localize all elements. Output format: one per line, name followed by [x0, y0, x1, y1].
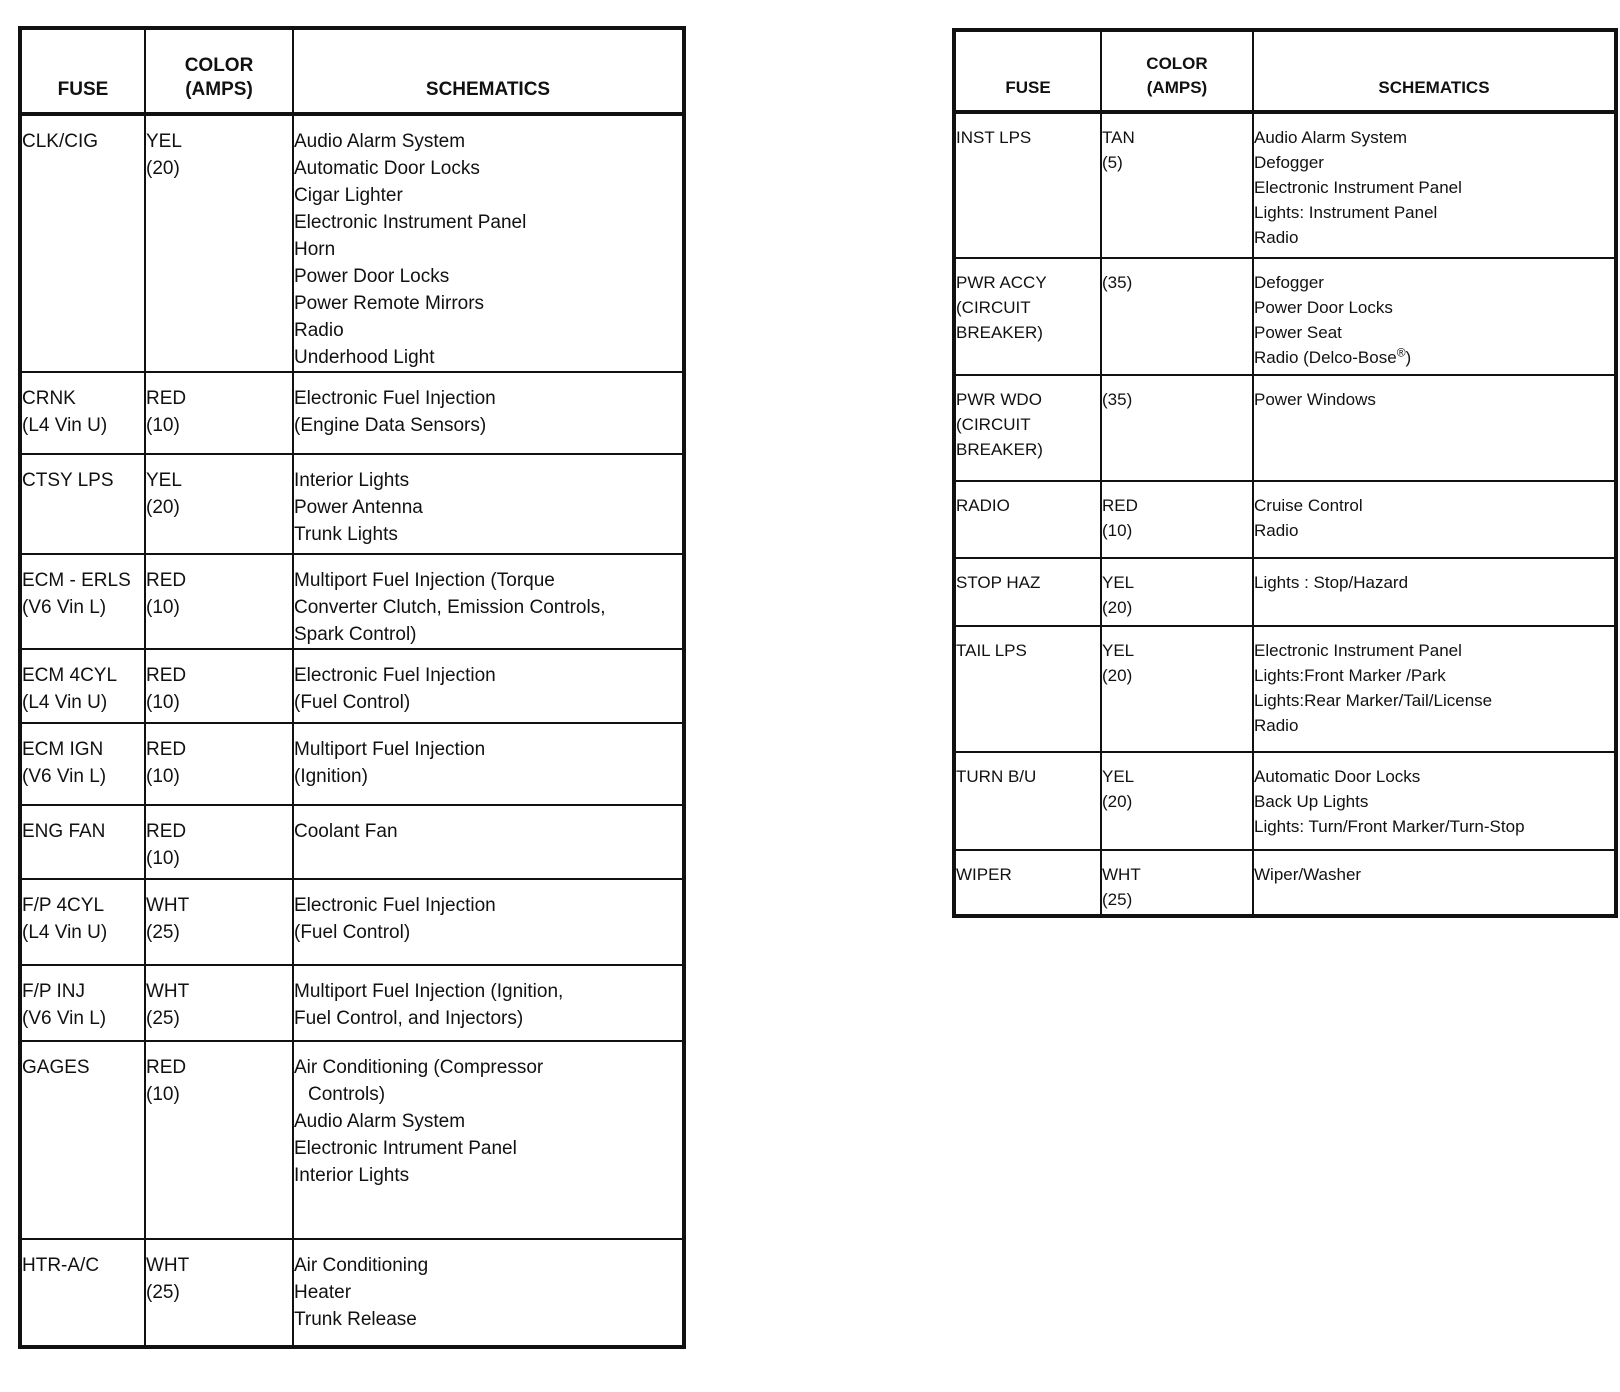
schematic-item: Multiport Fuel Injection (Ignition, [294, 981, 564, 1002]
table-row [954, 626, 1616, 752]
schematic-item: Trunk Lights [294, 524, 398, 545]
schematic-item: Lights:Front Marker /Park [1254, 666, 1446, 685]
fuse-color-amps: RED [146, 1057, 187, 1078]
closing-paren: ) [1405, 348, 1412, 367]
fuse-color-amps: RED [146, 388, 187, 409]
schematics-cell [1253, 558, 1616, 626]
header-row [20, 28, 684, 114]
schematic-item: Defogger [1254, 153, 1324, 172]
table-row [20, 805, 684, 879]
fuse-color-amps: (10) [146, 1084, 180, 1105]
fuse-name: (V6 Vin L) [22, 597, 107, 618]
schematics-cell [293, 649, 684, 723]
fuse-color-amps: YEL [146, 131, 182, 152]
fuse-cell [20, 114, 145, 372]
schematic-item: Power Remote Mirrors [294, 293, 485, 314]
schematic-item: Multiport Fuel Injection [294, 739, 486, 760]
fuse-color-amps: (25) [146, 1008, 180, 1029]
schematics-cell [1253, 752, 1616, 850]
fuse-color-amps: YEL [1102, 641, 1135, 660]
fuse-name: PWR WDO [956, 390, 1042, 409]
fuse-name: TAIL LPS [956, 641, 1027, 660]
color-cell [145, 372, 293, 454]
schematics-cell [293, 723, 684, 805]
schematic-item: Lights:Rear Marker/Tail/License [1254, 691, 1493, 710]
schematic-item: Lights : Stop/Hazard [1254, 573, 1409, 592]
schematic-item: Electronic Instrument Panel [294, 212, 527, 233]
schematics-cell [293, 454, 684, 554]
color-cell [145, 723, 293, 805]
table-row [20, 372, 684, 454]
schematic-item: Wiper/Washer [1254, 865, 1362, 884]
schematic-item: Coolant Fan [294, 821, 398, 842]
color-cell [145, 1239, 293, 1347]
fuse-cell [20, 965, 145, 1041]
schematic-item: Electronic Fuel Injection [294, 895, 496, 916]
schematic-item: Fuel Control, and Injectors) [294, 1008, 524, 1029]
color-cell [1101, 258, 1253, 375]
fuse-color-amps: (35) [1102, 390, 1133, 409]
fuse-color-amps: (20) [146, 497, 180, 518]
fuse-cell [954, 375, 1101, 481]
schematics-cell [293, 879, 684, 965]
fuse-name: GAGES [22, 1057, 90, 1078]
color-cell [1101, 375, 1253, 481]
fuse-name: STOP HAZ [956, 573, 1041, 592]
fuse-name: WIPER [956, 865, 1012, 884]
fuse-cell [954, 558, 1101, 626]
schematics-header: SCHEMATICS [1253, 30, 1616, 112]
fuse-color-amps: (20) [146, 158, 180, 179]
fuse-color-amps: RED [146, 739, 187, 760]
fuse-color-amps: (10) [146, 766, 180, 787]
schematic-item: Trunk Release [294, 1309, 417, 1330]
fuse-color-amps: (10) [146, 692, 180, 713]
fuse-name: (L4 Vin U) [22, 692, 108, 713]
fuse-cell [20, 1041, 145, 1239]
fuse-name: RADIO [956, 496, 1010, 515]
fuse-name: F/P 4CYL [22, 895, 105, 916]
fuse-cell [20, 1239, 145, 1347]
fuse-cell [20, 554, 145, 649]
schematic-item: Power Windows [1254, 390, 1376, 409]
color-cell [1101, 626, 1253, 752]
schematics-cell [293, 805, 684, 879]
color-cell [145, 454, 293, 554]
schematic-item: (Engine Data Sensors) [294, 415, 487, 436]
left-fuse-table [18, 26, 686, 1349]
fuse-name: CRNK [22, 388, 76, 409]
fuse-color-amps: YEL [146, 470, 182, 491]
table-row [20, 965, 684, 1041]
right-fuse-table [952, 28, 1618, 918]
fuse-color-amps: (10) [146, 597, 180, 618]
schematic-item: Audio Alarm System [294, 1111, 466, 1132]
fuse-color-amps: (20) [1102, 792, 1133, 811]
color-cell [1101, 850, 1253, 916]
fuse-cell [20, 879, 145, 965]
fuse-color-amps: (10) [146, 848, 180, 869]
fuse-color-amps: (35) [1102, 273, 1133, 292]
schematic-item: Heater [294, 1282, 352, 1303]
color-cell [145, 554, 293, 649]
schematics-header: SCHEMATICS [293, 28, 684, 114]
schematics-cell [1253, 375, 1616, 481]
schematic-item: Power Door Locks [1254, 298, 1393, 317]
table-row [954, 850, 1616, 916]
fuse-cell [954, 850, 1101, 916]
fuse-color-amps: (5) [1102, 153, 1123, 172]
schematics-cell [1253, 258, 1616, 375]
fuse-color-amps: (10) [1102, 521, 1133, 540]
color-cell [1101, 112, 1253, 258]
fuse-name: (CIRCUIT [956, 415, 1031, 434]
fuse-cell [954, 752, 1101, 850]
fuse-color-amps: (10) [146, 415, 180, 436]
color-cell [145, 1041, 293, 1239]
table-row [954, 481, 1616, 558]
fuse-name: BREAKER) [956, 440, 1043, 459]
schematics-cell [293, 554, 684, 649]
color-cell [1101, 481, 1253, 558]
schematic-item: (Fuel Control) [294, 922, 411, 943]
schematic-item: Cigar Lighter [294, 185, 403, 206]
schematic-item: Controls) [308, 1084, 386, 1105]
color-cell [145, 965, 293, 1041]
schematic-item-line [1254, 345, 1614, 370]
schematic-item: Air Conditioning [294, 1255, 429, 1276]
schematic-item: (Fuel Control) [294, 692, 411, 713]
schematic-item: Interior Lights [294, 1165, 410, 1186]
fuse-color-amps: (25) [146, 1282, 180, 1303]
fuse-cell [954, 112, 1101, 258]
color-cell [145, 114, 293, 372]
schematic-item: Lights: Instrument Panel [1254, 203, 1438, 222]
fuse-name: BREAKER) [956, 323, 1043, 342]
table-row [20, 1041, 684, 1239]
table-row [954, 375, 1616, 481]
schematic-item: (Ignition) [294, 766, 368, 787]
schematic-item: Underhood Light [294, 347, 435, 368]
schematic-item: Spark Control) [294, 624, 417, 645]
schematic-item: Electronic Fuel Injection [294, 388, 496, 409]
schematic-item: Electronic Fuel Injection [294, 665, 496, 686]
schematics-cell [293, 965, 684, 1041]
fuse-color-amps: WHT [146, 1255, 190, 1276]
fuse-color-amps: (25) [1102, 890, 1133, 909]
schematic-item: Audio Alarm System [294, 131, 466, 152]
fuse-cell [20, 454, 145, 554]
fuse-name: ECM 4CYL [22, 665, 118, 686]
schematic-item: Radio [294, 320, 344, 341]
fuse-cell [954, 626, 1101, 752]
color-cell [1101, 752, 1253, 850]
fuse-header: FUSE [954, 30, 1101, 112]
schematic-item: Radio [1254, 521, 1299, 540]
fuse-name: ECM - ERLS [22, 570, 131, 591]
schematics-cell [1253, 112, 1616, 258]
color-cell [145, 879, 293, 965]
fuse-color-amps: TAN [1102, 128, 1135, 147]
schematics-cell [293, 1041, 684, 1239]
table-row [954, 752, 1616, 850]
fuse-color-amps: RED [146, 821, 187, 842]
schematic-item: Horn [294, 239, 336, 260]
table-row [954, 112, 1616, 258]
schematic-item: Radio [1254, 228, 1299, 247]
fuse-name: (CIRCUIT [956, 298, 1031, 317]
fuse-name: (L4 Vin U) [22, 922, 108, 943]
fuse-color-amps: RED [146, 570, 187, 591]
schematic-item: Interior Lights [294, 470, 410, 491]
schematic-item: Automatic Door Locks [294, 158, 480, 179]
schematic-item: Back Up Lights [1254, 792, 1369, 811]
fuse-name: INST LPS [956, 128, 1032, 147]
fuse-color-amps: RED [146, 665, 187, 686]
fuse-cell [20, 649, 145, 723]
fuse-cell [20, 372, 145, 454]
table-row [954, 258, 1616, 375]
fuse-cell [20, 723, 145, 805]
header-row [954, 30, 1616, 112]
fuse-name: HTR-A/C [22, 1255, 100, 1276]
fuse-color-amps: YEL [1102, 573, 1135, 592]
fuse-name: ENG FAN [22, 821, 106, 842]
schematics-cell [1253, 481, 1616, 558]
fuse-name: PWR ACCY [956, 273, 1047, 292]
color-cell [145, 805, 293, 879]
schematic-item: Electronic Intrument Panel [294, 1138, 517, 1159]
schematic-item: Air Conditioning (Compressor [294, 1057, 544, 1078]
fuse-name: (V6 Vin L) [22, 766, 107, 787]
table-row [20, 723, 684, 805]
fuse-name: CTSY LPS [22, 470, 114, 491]
schematic-item: Electronic Instrument Panel [1254, 641, 1462, 660]
schematic-item: Converter Clutch, Emission Controls, [294, 597, 606, 618]
schematics-cell [1253, 626, 1616, 752]
schematic-item: Cruise Control [1254, 496, 1363, 515]
fuse-cell [20, 805, 145, 879]
fuse-color-amps: RED [1102, 496, 1138, 515]
schematic-item: Automatic Door Locks [1254, 767, 1421, 786]
fuse-header: FUSE [20, 28, 145, 114]
fuse-color-amps: WHT [146, 981, 190, 1002]
fuse-name: (L4 Vin U) [22, 415, 108, 436]
fuse-cell [954, 481, 1101, 558]
fuse-color-amps: YEL [1102, 767, 1135, 786]
schematics-cell [293, 372, 684, 454]
fuse-name: F/P INJ [22, 981, 85, 1002]
schematic-item: Radio (Delco-Bose [1254, 348, 1397, 367]
schematic-item: Lights: Turn/Front Marker/Turn-Stop [1254, 817, 1525, 836]
schematic-item: Multiport Fuel Injection (Torque [294, 570, 555, 591]
fuse-name: (V6 Vin L) [22, 1008, 107, 1029]
fuse-cell [954, 258, 1101, 375]
color-cell [145, 649, 293, 723]
table-row [20, 454, 684, 554]
fuse-color-amps: (25) [146, 922, 180, 943]
table-row [20, 879, 684, 965]
schematic-item: Power Door Locks [294, 266, 450, 287]
fuse-color-amps: (20) [1102, 666, 1133, 685]
schematics-cell [1253, 850, 1616, 916]
fuse-color-amps: WHT [146, 895, 190, 916]
schematics-cell [293, 1239, 684, 1347]
schematic-item: Defogger [1254, 273, 1324, 292]
fuse-color-amps: WHT [1102, 865, 1141, 884]
fuse-name: ECM IGN [22, 739, 104, 760]
table-row [20, 114, 684, 372]
schematic-item: Electronic Instrument Panel [1254, 178, 1462, 197]
fuse-color-amps: (20) [1102, 598, 1133, 617]
table-row [20, 554, 684, 649]
schematic-item: Audio Alarm System [1254, 128, 1408, 147]
schematic-item: Power Antenna [294, 497, 423, 518]
color-header: COLOR (AMPS) [1101, 30, 1253, 112]
fuse-name: TURN B/U [956, 767, 1037, 786]
table-row [20, 649, 684, 723]
table-row [954, 558, 1616, 626]
schematic-item: Radio [1254, 716, 1299, 735]
color-cell [1101, 558, 1253, 626]
registered-mark: ® [1396, 345, 1406, 360]
table-row [20, 1239, 684, 1347]
schematics-cell [293, 114, 684, 372]
color-header: COLOR (AMPS) [145, 28, 293, 114]
schematic-item: Power Seat [1254, 323, 1342, 342]
fuse-name: CLK/CIG [22, 131, 99, 152]
